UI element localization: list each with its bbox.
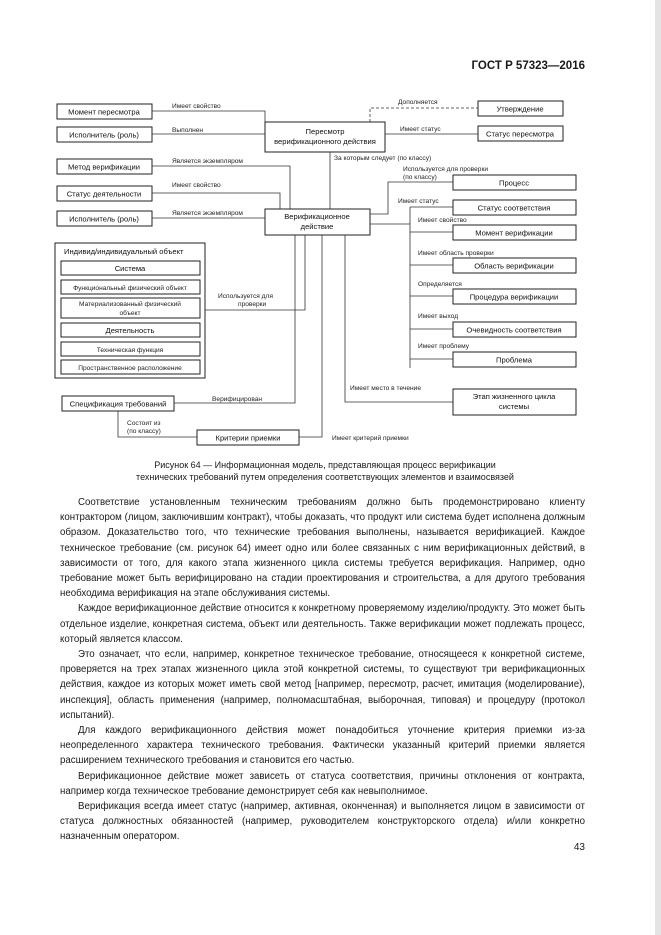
box-executor-role-2 [57,211,152,226]
label-used-for-checking-2: проверки [238,301,267,308]
sub-material-object-line1: Материализованный физический [79,301,181,308]
label-has-property-2: Имеет свойство [172,182,221,189]
box-verification-action-line2: действие [300,222,334,231]
box-lifecycle-stage-line1: Этап жизненного цикла [472,392,556,401]
paragraph: Соответствие установленным техническим требованиям должно быть продемонстрировано клиенту контрактором (лицом, заключившим контракт), чтобы доказать, что продукт или система будет исполнена должным образом. Доказательство того, что технические требования выполнены, называется верификацией. Каждое техническое требование (см. рисунок 64) имеет одно или более связанных с ним верификационных действий, в зависимости от того, для какого этапа жизненного цикла системы требуется верификация. Например, одно требование может быть верифицировано на стадии проектирования и строительства, а для другого требования необходима верификация на этапе обслуживания системы. [60,497,585,600]
paragraph: Это означает, что если, например, конкретное техническое требование, относящееся к конкретной системе, проверяется на трех этапах жизненного цикла этой конкретной системы, то существуют три верификационных действия, каждое из которых может иметь свой метод [например, пересмотр, расчет, имитация (моделирование), инспекция], область применения (например, полномасштабная, выборочная, типовая) и процедуру (протокол испытаний). [60,649,585,721]
group-individual-object-title: Индивид/индивидуальный объект [64,247,184,256]
sub-spatial-location: Пространственное расположение [78,365,182,372]
label-consists-of-2: (по классу) [127,428,161,435]
label-takes-place: Имеет место в течение [350,385,422,392]
sub-system: Система [114,264,146,273]
box-verification-action-line1: Верификационное [284,212,350,221]
box-moment-review-label: Момент пересмотра [68,107,140,117]
box-process-label: Процесс [499,178,529,188]
box-requirements-spec-label: Спецификация требований [69,399,167,409]
box-problem-label: Проблема [495,355,533,365]
box-verification-moment-label: Момент верификации [475,228,553,238]
standard-number: ГОСТ Р 57323—2016 [471,60,585,72]
paragraph: Верификация всегда имеет статус (например, активная, оконченная) и выполняется лицом в зависимости от статуса должностных обязанностей (например, руководителем конструкторского отдела) и/или конкретно назначенным оператором. [60,801,585,843]
box-activity-status [57,186,152,201]
label-has-problem: Имеет проблему [418,343,470,350]
box-executor-role-1 [57,127,152,142]
box-review-action [265,122,385,152]
box-problem [453,352,576,367]
box-acceptance-criteria-label: Критерии приемки [215,433,281,443]
label-has-status-2: Имеет статус [398,198,439,205]
box-review-status-label: Статус пересмотра [486,129,554,139]
label-is-approved: Дополняется [398,99,438,106]
box-verification-method [57,159,152,174]
box-verification-method-label: Метод верификации [67,162,141,172]
box-review-action-line2: верификационного действия [274,137,376,146]
box-process [453,175,576,190]
sub-functional-object: Функциональный физический объект [73,285,187,292]
box-executor-role-1-label: Исполнитель (роль) [69,130,139,140]
box-compliance-evidence [453,322,576,337]
box-verification-moment [453,225,576,240]
label-has-status-1: Имеет статус [400,126,441,133]
box-compliance-status-label: Статус соответствия [477,203,551,213]
box-acceptance-criteria [197,430,299,445]
label-has-acceptance-criterion: Имеет критерий приемки [332,435,409,442]
box-verification-procedure-label: Процедура верификации [469,292,559,302]
box-approval-label: Утверждение [496,104,544,114]
box-moment-review [57,104,152,119]
box-review-status [478,126,563,141]
label-is-instance-1: Является экземпляром [172,158,243,165]
box-compliance-evidence-label: Очевидность соответствия [466,325,562,335]
label-used-for-checking-1: Используется для [218,293,273,300]
label-has-property-1: Имеет свойство [172,103,221,110]
label-followed-by: За которым следует (по классу) [334,155,432,162]
label-is-instance-2: Является экземпляром [172,210,243,217]
paragraph: Каждое верификационное действие относится к конкретному проверяемому изделию/продукту. Это может быть отдельное изделие, конкретная система, объект или деятельность. Также верификации может подлежать процесс, который является классом. [60,603,585,645]
body-text [60,495,585,845]
paragraph: Верификационное действие может зависеть от статуса соответствия, причины отклонения от контракта, например когда техническое требование демонстрирует себя как невыполнимое. [60,770,585,797]
information-model-diagram [0,0,661,455]
box-activity-status-label: Статус деятельности [66,189,142,199]
box-verification-action [265,209,370,235]
label-consists-of-1: Состоит из [127,420,161,427]
box-lifecycle-stage-line2: системы [498,402,530,411]
label-used-for-check-1: Используется для проверки [403,166,489,173]
box-verification-area [453,258,576,273]
figure-caption-line1: Рисунок 64 — Информационная модель, представляющая процесс верификации [154,460,496,470]
label-has-property-3: Имеет свойство [418,217,467,224]
label-used-for-check-2: (по классу) [403,174,437,181]
box-lifecycle-stage [453,389,576,415]
figure-caption-line2: технических требований путем определения соответствующих элементов и взаимосвязей [136,472,514,482]
label-verified: Верифицирован [212,396,263,403]
box-review-action-line1: Пересмотр [305,127,345,136]
box-executor-role-2-label: Исполнитель (роль) [69,214,139,224]
label-is-defined: Определяется [418,281,462,288]
figure-caption [60,459,590,483]
box-verification-procedure [453,289,576,304]
label-performed: Выполнен [172,127,204,134]
box-compliance-status [453,200,576,215]
label-has-output: Имеет выход [418,313,459,320]
paragraph: Для каждого верификационного действия может понадобиться уточнение критерия приемки из-за неопределенного характера технического требования. Фактически указанный критерий приемки является расширением технического требования и становится его частью. [60,725,585,767]
sub-activity: Деятельность [105,326,155,335]
box-requirements-spec [62,396,174,411]
box-verification-area-label: Область верификации [474,261,554,271]
box-approval [478,101,563,116]
page-number: 43 [573,842,585,853]
label-has-area: Имеет область проверки [418,250,494,257]
sub-material-object-line2: объект [119,310,141,317]
sub-technical-function: Техническая функция [96,347,164,354]
group-individual-object [55,243,205,378]
